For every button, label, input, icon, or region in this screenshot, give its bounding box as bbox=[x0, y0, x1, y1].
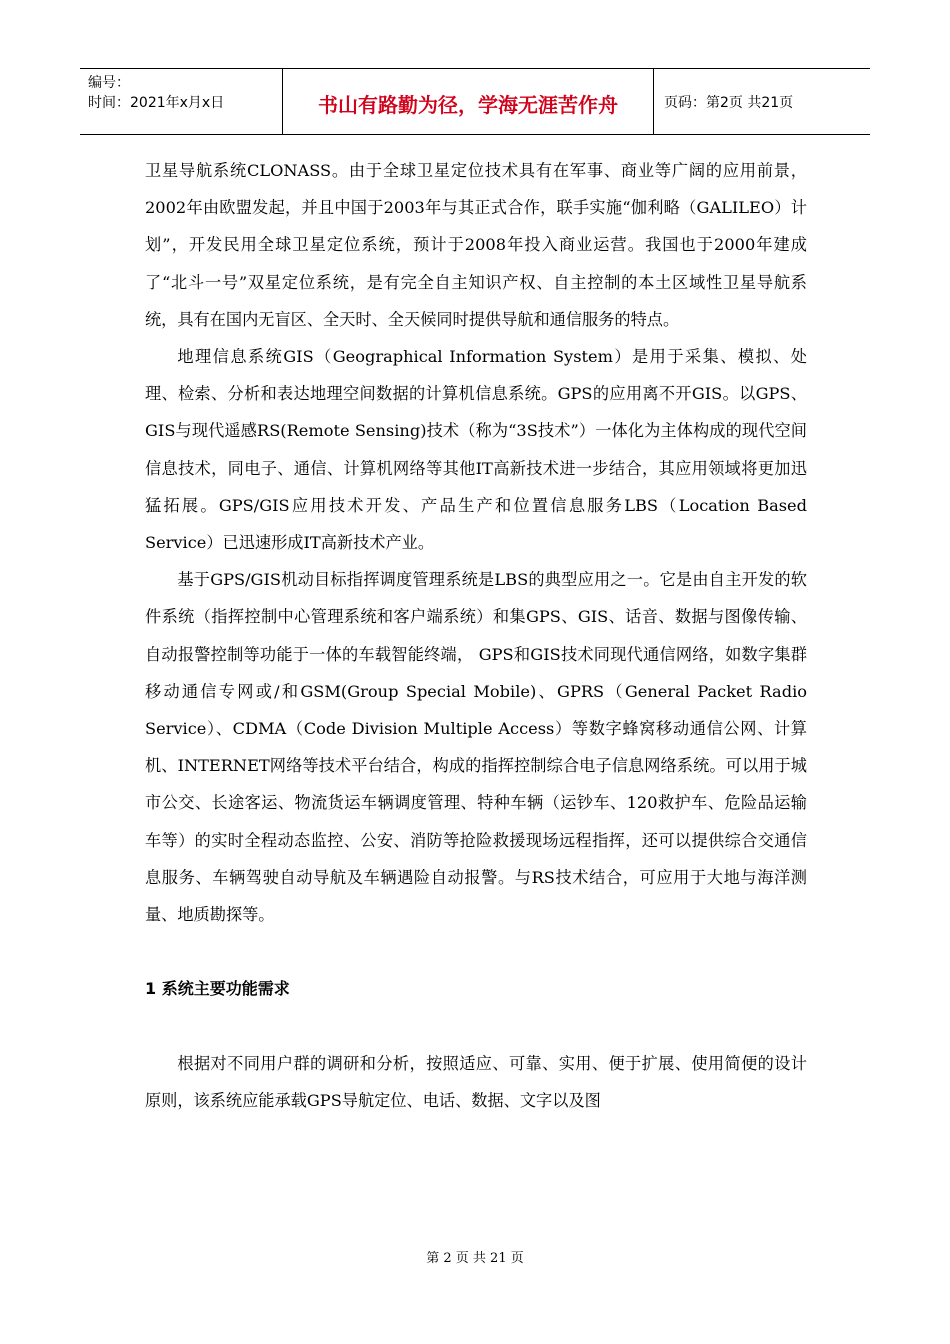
header-page-info: 页码：第2页 共21页 bbox=[664, 94, 794, 111]
document-body bbox=[145, 152, 807, 1119]
page-footer: 第 2 页 共 21 页 bbox=[426, 1251, 524, 1266]
document-number-label: 编号： bbox=[88, 75, 130, 91]
paragraph-1: 卫星导航系统CLONASS。由于全球卫星定位技术具有在军事、商业等广阔的应用前景，2002年由欧盟发起，并且中国于2003年与其正式合作，联手实施“伽利略（GALILEO）计划”，开发民用全球卫星定位系统，预计于2008年投入商业运营。我国也于2000年建成了“北斗一号”双星定位系统，是有完全自主知识产权、自主控制的本土区域性卫星导航系统，具有在国内无盲区、全天时、全天候同时提供导航和通信服务的特点。 bbox=[145, 161, 807, 329]
header-motto: 书山有路勤为径，学海无涯苦作舟 bbox=[282, 69, 654, 134]
paragraph-2: 地理信息系统GIS（Geographical Information System）是用于采集、模拟、处理、检索、分析和表达地理空间数据的计算机信息系统。GPS的应用离不开GIS。以GPS、GIS与现代遥感RS(Remote Sensing)技术（称为“3S技术”）一体化为主体构成的现代空间信息技术，同电子、通信、计算机网络等其他IT高新技术进一步结合，其应用领域将更加迅猛拓展。GPS/GIS应用技术开发、产品生产和位置信息服务LBS（Location Based Service）已迅速形成IT高新技术产业。 bbox=[145, 347, 807, 553]
paragraph-4: 根据对不同用户群的调研和分析，按照适应、可靠、实用、便于扩展、使用简便的设计原则，该系统应能承载GPS导航定位、电话、数据、文字以及图 bbox=[145, 1053, 807, 1111]
section-heading: 1 系统主要功能需求 bbox=[145, 979, 290, 999]
header-meta bbox=[80, 69, 282, 134]
document-date: 时间：2021年x月x日 bbox=[88, 95, 225, 111]
page-header bbox=[80, 68, 870, 135]
paragraph-3: 基于GPS/GIS机动目标指挥调度管理系统是LBS的典型应用之一。它是由自主开发的软件系统（指挥控制中心管理系统和客户端系统）和集GPS、GIS、话音、数据与图像传输、自动报警控制等功能于一体的车载智能终端， GPS和GIS技术同现代通信网络，如数字集群移动通信专网或/和GSM(Group Special Mobile)、GPRS（General Packet Radio Service）、CDMA（Code Division Multiple Access）等数字蜂窝移动通信公网、计算机、INTERNET网络等技术平台结合，构成的指挥控制综合电子信息网络系统。可以用于城市公交、长途客运、物流货运车辆调度管理、特种车辆（运钞车、120救护车、危险品运输车等）的实时全程动态监控、公安、消防等抢险救援现场远程指挥，还可以提供综合交通信息服务、车辆驾驶自动导航及车辆遇险自动报警。与RS技术结合，可应用于大地与海洋测量、地质勘探等。 bbox=[145, 570, 807, 925]
